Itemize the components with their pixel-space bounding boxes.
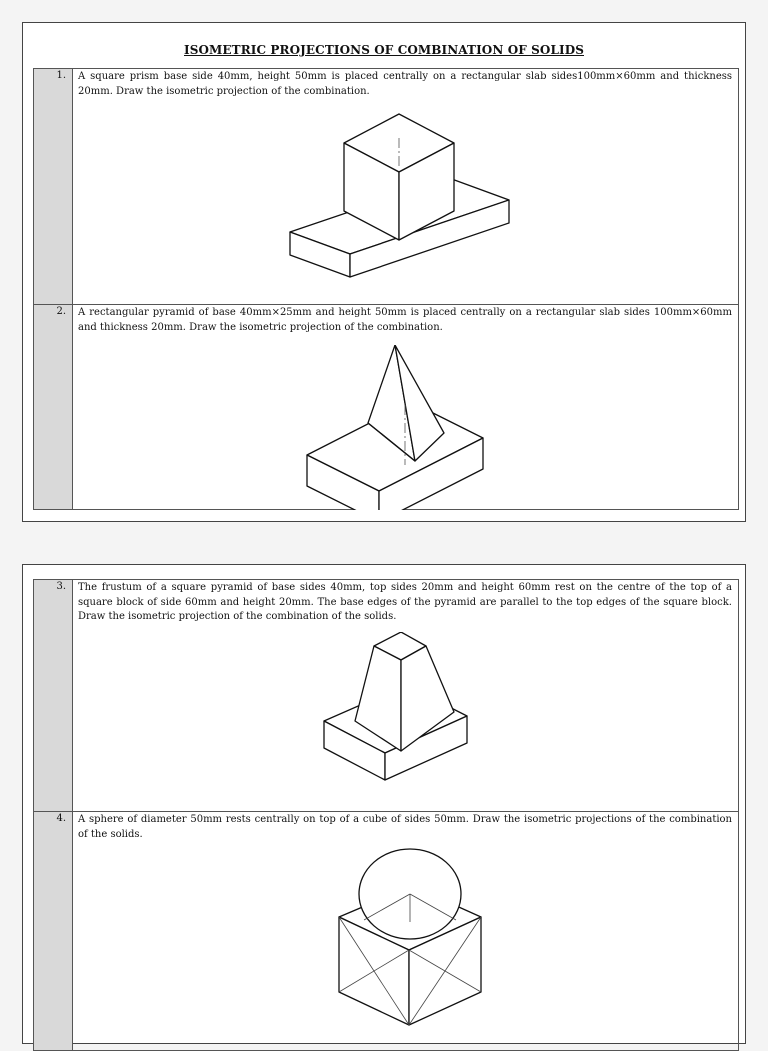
problem-text: The frustum of a square pyramid of base sides 40mm, top sides 20mm and height 60mm rest on the centre of the top of a square block of side 60mm and height 20mm. The base edges of the pyramid are parallel to the top edges of the square block. Draw the isometric projection of the combination of the solids.: [78, 582, 732, 622]
prism-on-slab-figure: [274, 109, 514, 304]
problem-number: 4.: [34, 812, 73, 1050]
problem-row-1: [33, 68, 739, 305]
document-page-2: [22, 564, 746, 1044]
frustum-on-block-figure: [319, 632, 469, 802]
problem-number: 1.: [34, 69, 73, 304]
problem-text: A sphere of diameter 50mm rests centrally on top of a cube of sides 50mm. Draw the isometric projections of the combination of the solids.: [78, 814, 732, 840]
problem-number: 2.: [34, 305, 73, 509]
sphere-on-cube-figure: [334, 842, 484, 1027]
document-title: ISOMETRIC PROJECTIONS OF COMBINATION OF SOLIDS: [184, 43, 584, 57]
problem-row-3: [33, 579, 739, 812]
problem-number: 3.: [34, 580, 73, 811]
problem-text: A square prism base side 40mm, height 50mm is placed centrally on a rectangular slab sides100mm×60mm and thickness 20mm. Draw the isometric projection of the combination.: [78, 71, 732, 97]
problem-text: A rectangular pyramid of base 40mm×25mm and height 50mm is placed centrally on a rectangular slab sides 100mm×60mm and thickness 20mm. Draw the isometric projection of the combination.: [78, 307, 732, 333]
document-page-1: [22, 22, 746, 522]
problem-row-2: [33, 304, 739, 510]
problem-row-4: [33, 811, 739, 1051]
pyramid-on-slab-figure: [294, 345, 524, 510]
